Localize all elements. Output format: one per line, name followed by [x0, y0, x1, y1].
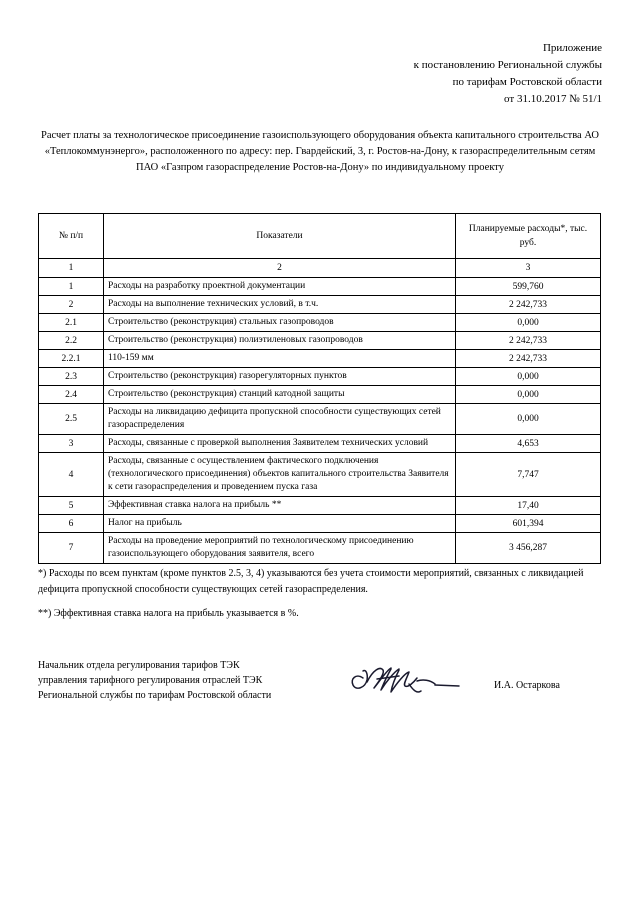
- row-number: 3: [39, 435, 104, 453]
- row-planned: 599,760: [456, 278, 601, 296]
- row-indicator: Расходы на проведение мероприятий по технологическому присоединению газоиспользующего оборудования заявителя, всего: [104, 533, 456, 564]
- table-header-row: [39, 214, 601, 259]
- row-indicator: Строительство (реконструкция) стальных газопроводов: [104, 314, 456, 332]
- row-planned: 0,000: [456, 386, 601, 404]
- row-number: 2.2.1: [39, 350, 104, 368]
- row-planned: 0,000: [456, 314, 601, 332]
- row-indicator: Расходы на ликвидацию дефицита пропускной способности существующих сетей газораспределения: [104, 404, 456, 435]
- table-row: [39, 435, 601, 453]
- calculation-table: [38, 213, 601, 564]
- table-body: [39, 278, 601, 564]
- table-row: [39, 350, 601, 368]
- signature-row: [38, 658, 604, 703]
- header-line-1: Приложение: [542, 42, 602, 54]
- signatory-position-line-1: Начальник отдела регулирования тарифов ТЭК: [38, 660, 240, 671]
- row-planned: 2 242,733: [456, 350, 601, 368]
- row-number: 2.4: [39, 386, 104, 404]
- handwritten-signature: [341, 658, 491, 702]
- footnote-double-asterisk: **) Эффективная ставка налога на прибыль указывается в %.: [38, 608, 299, 619]
- row-planned: 7,747: [456, 453, 601, 497]
- row-indicator: Строительство (реконструкция) станций катодной защиты: [104, 386, 456, 404]
- row-indicator: Строительство (реконструкция) полиэтиленовых газопроводов: [104, 332, 456, 350]
- row-indicator: 110-159 мм: [104, 350, 456, 368]
- column-header-number: № п/п: [39, 214, 104, 259]
- signatory-position: [38, 658, 338, 703]
- row-planned: 3 456,287: [456, 533, 601, 564]
- table-column-number-row: [39, 259, 601, 278]
- row-number: 2.5: [39, 404, 104, 435]
- column-index-1: 1: [39, 259, 104, 278]
- footnote-single-asterisk: *) Расходы по всем пунктам (кроме пунктов 2.5, 3, 4) указываются без учета стоимости мероприятий, связанных с ликвидацией дефицита пропускной способности существующих сетей газораспределения.: [38, 568, 584, 595]
- table-row: [39, 404, 601, 435]
- row-number: 2.3: [39, 368, 104, 386]
- row-number: 2.1: [39, 314, 104, 332]
- column-header-planned: Планируемые расходы*, тыс. руб.: [456, 214, 601, 259]
- row-planned: 0,000: [456, 368, 601, 386]
- row-number: 2.2: [39, 332, 104, 350]
- table-row: [39, 533, 601, 564]
- row-planned: 2 242,733: [456, 332, 601, 350]
- signatory-position-line-3: Региональной службы по тарифам Ростовской области: [38, 690, 272, 701]
- row-planned: 601,394: [456, 515, 601, 533]
- column-index-3: 3: [456, 259, 601, 278]
- row-number: 4: [39, 453, 104, 497]
- row-number: 7: [39, 533, 104, 564]
- signatory-name: И.А. Остаркова: [494, 680, 560, 691]
- row-planned: 0,000: [456, 404, 601, 435]
- table-row: [39, 314, 601, 332]
- table-row: [39, 368, 601, 386]
- table-row: [39, 497, 601, 515]
- row-planned: 4,653: [456, 435, 601, 453]
- row-indicator: Эффективная ставка налога на прибыль **: [104, 497, 456, 515]
- header-line-2: к постановлению Региональной службы: [413, 59, 602, 71]
- row-indicator: Расходы на разработку проектной документации: [104, 278, 456, 296]
- header-line-3: по тарифам Ростовской области: [452, 76, 602, 88]
- signature-icon: [347, 660, 487, 700]
- row-indicator: Расходы на выполнение технических условий, в т.ч.: [104, 296, 456, 314]
- column-header-indicator: Показатели: [104, 214, 456, 259]
- table-row: [39, 278, 601, 296]
- footnotes: [38, 566, 604, 630]
- document-header: [272, 40, 602, 108]
- row-indicator: Расходы, связанные с осуществлением фактического подключения (технологического присоединения) объектов капитального строительства Заявителя к сети газораспределения и проведением пуска газа: [104, 453, 456, 497]
- page-title: Расчет платы за технологическое присоединение газоиспользующего оборудования объекта капитального строительства АО «Теплокоммунэнерго», расположенного по адресу: пер. Гвардейский, 3, г. Ростов-на-Дону, к газораспределительным сетям ПАО «Газпром газораспределение Ростов-на-Дону» по индивидуальному проекту: [41, 130, 599, 173]
- row-indicator: Расходы, связанные с проверкой выполнения Заявителем технических условий: [104, 435, 456, 453]
- row-number: 5: [39, 497, 104, 515]
- table-row: [39, 386, 601, 404]
- row-number: 2: [39, 296, 104, 314]
- row-indicator: Налог на прибыль: [104, 515, 456, 533]
- row-planned: 2 242,733: [456, 296, 601, 314]
- table-row: [39, 332, 601, 350]
- row-planned: 17,40: [456, 497, 601, 515]
- calculation-table-wrapper: [38, 213, 601, 564]
- column-index-2: 2: [104, 259, 456, 278]
- signatory-position-line-2: управления тарифного регулирования отраслей ТЭК: [38, 675, 263, 686]
- table-row: [39, 453, 601, 497]
- table-row: [39, 296, 601, 314]
- header-line-4: от 31.10.2017 № 51/1: [504, 93, 602, 105]
- signature-block: [38, 658, 604, 703]
- row-number: 6: [39, 515, 104, 533]
- row-number: 1: [39, 278, 104, 296]
- table-row: [39, 515, 601, 533]
- row-indicator: Строительство (реконструкция) газорегуляторных пунктов: [104, 368, 456, 386]
